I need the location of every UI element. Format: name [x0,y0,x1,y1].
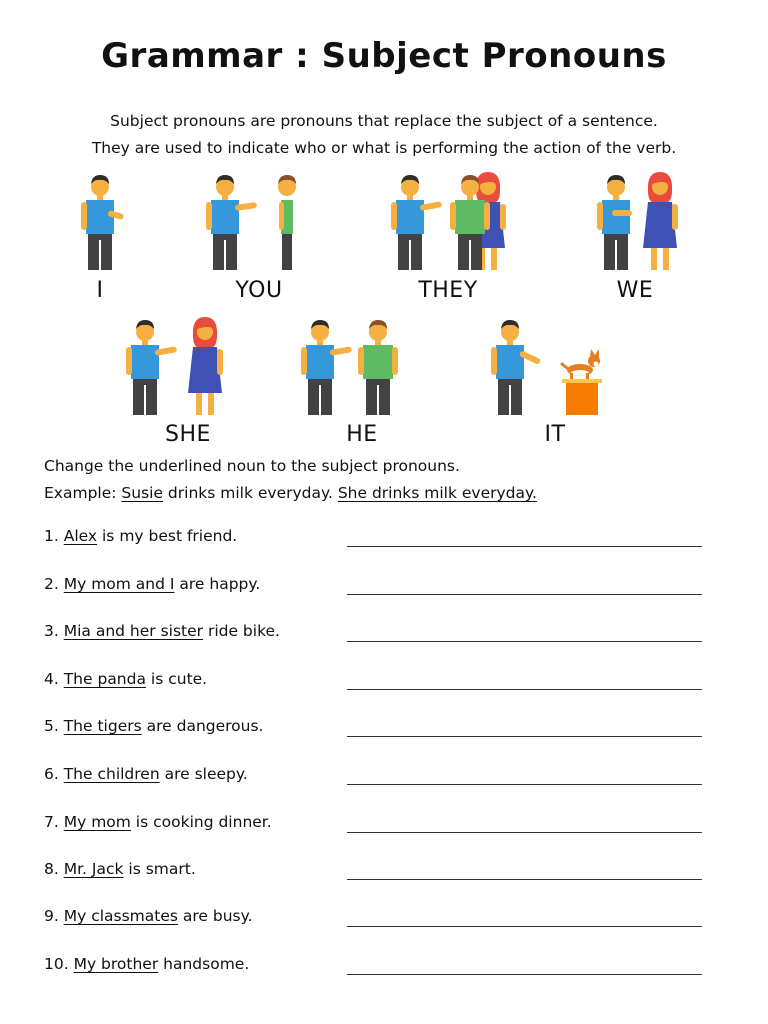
question-row [44,717,724,741]
question-row [44,813,724,837]
question-noun: My mom [63,813,131,831]
answer-line[interactable] [347,926,702,927]
question-rest: are sleepy. [159,765,248,783]
example-line [44,484,537,502]
pronoun-label-we: WE [616,278,654,303]
pronoun-label-he: HE [346,422,378,447]
question-row [44,955,724,979]
pronoun-image-you [205,170,315,272]
question-rest: ride bike. [203,622,280,640]
question-rest: is cute. [145,670,208,688]
question-number: 2. [44,575,64,593]
example-noun: Susie [121,484,163,502]
example-label: Example: [44,484,117,502]
answer-line[interactable] [347,546,702,547]
question-noun: Mia and her sister [63,622,204,640]
answer-line[interactable] [347,689,702,690]
question-noun: The panda [63,670,146,688]
pronoun-label-you: YOU [235,278,283,303]
question-rest: are happy. [174,575,261,593]
answer-line[interactable] [347,832,702,833]
instruction-text: Change the underlined noun to the subject pronouns. [44,457,460,475]
question-noun: Alex [63,527,98,545]
question-number: 8. [44,860,64,878]
answer-line[interactable] [347,641,702,642]
pronoun-image-it [490,315,610,417]
intro-line-2: They are used to indicate who or what is performing the action of the verb. [91,139,677,157]
question-rest: is smart. [123,860,196,878]
question-row [44,765,724,789]
answer-line[interactable] [347,736,702,737]
question-number: 1. [44,527,64,545]
pronoun-image-she [125,315,235,417]
intro-line-1: Subject pronouns are pronouns that replace the subject of a sentence. [110,112,658,130]
page-title: Grammar : Subject Pronouns [101,36,667,76]
question-number: 10. [44,955,74,973]
example-rest: drinks milk everyday. [163,484,333,502]
question-rest: handsome. [158,955,250,973]
question-rest: are dangerous. [141,717,264,735]
answer-line[interactable] [347,594,702,595]
answer-line[interactable] [347,784,702,785]
question-row [44,575,724,599]
pronoun-image-he [300,315,410,417]
question-noun: The tigers [63,717,142,735]
question-noun: Mr. Jack [63,860,124,878]
pronoun-image-we [596,170,686,272]
question-number: 4. [44,670,64,688]
pronoun-label-she: SHE [165,422,211,447]
pronoun-image-i [70,170,130,272]
question-noun: My classmates [63,907,178,925]
question-noun: My mom and I [63,575,175,593]
question-row [44,622,724,646]
question-number: 9. [44,907,64,925]
pronoun-label-i: I [96,278,104,303]
question-noun: My brother [73,955,159,973]
question-row [44,907,724,931]
question-rest: is cooking dinner. [130,813,272,831]
question-noun: The children [63,765,160,783]
answer-line[interactable] [347,974,702,975]
pronoun-label-it: IT [544,422,566,447]
pronoun-label-they: THEY [418,278,478,303]
question-row [44,527,724,551]
pronoun-image-they [390,170,510,272]
question-number: 5. [44,717,64,735]
question-rest: are busy. [177,907,253,925]
question-rest: is my best friend. [97,527,238,545]
example-answer: She drinks milk everyday. [337,484,537,502]
question-number: 3. [44,622,64,640]
answer-line[interactable] [347,879,702,880]
question-number: 7. [44,813,64,831]
question-row [44,860,724,884]
question-row [44,670,724,694]
question-number: 6. [44,765,64,783]
